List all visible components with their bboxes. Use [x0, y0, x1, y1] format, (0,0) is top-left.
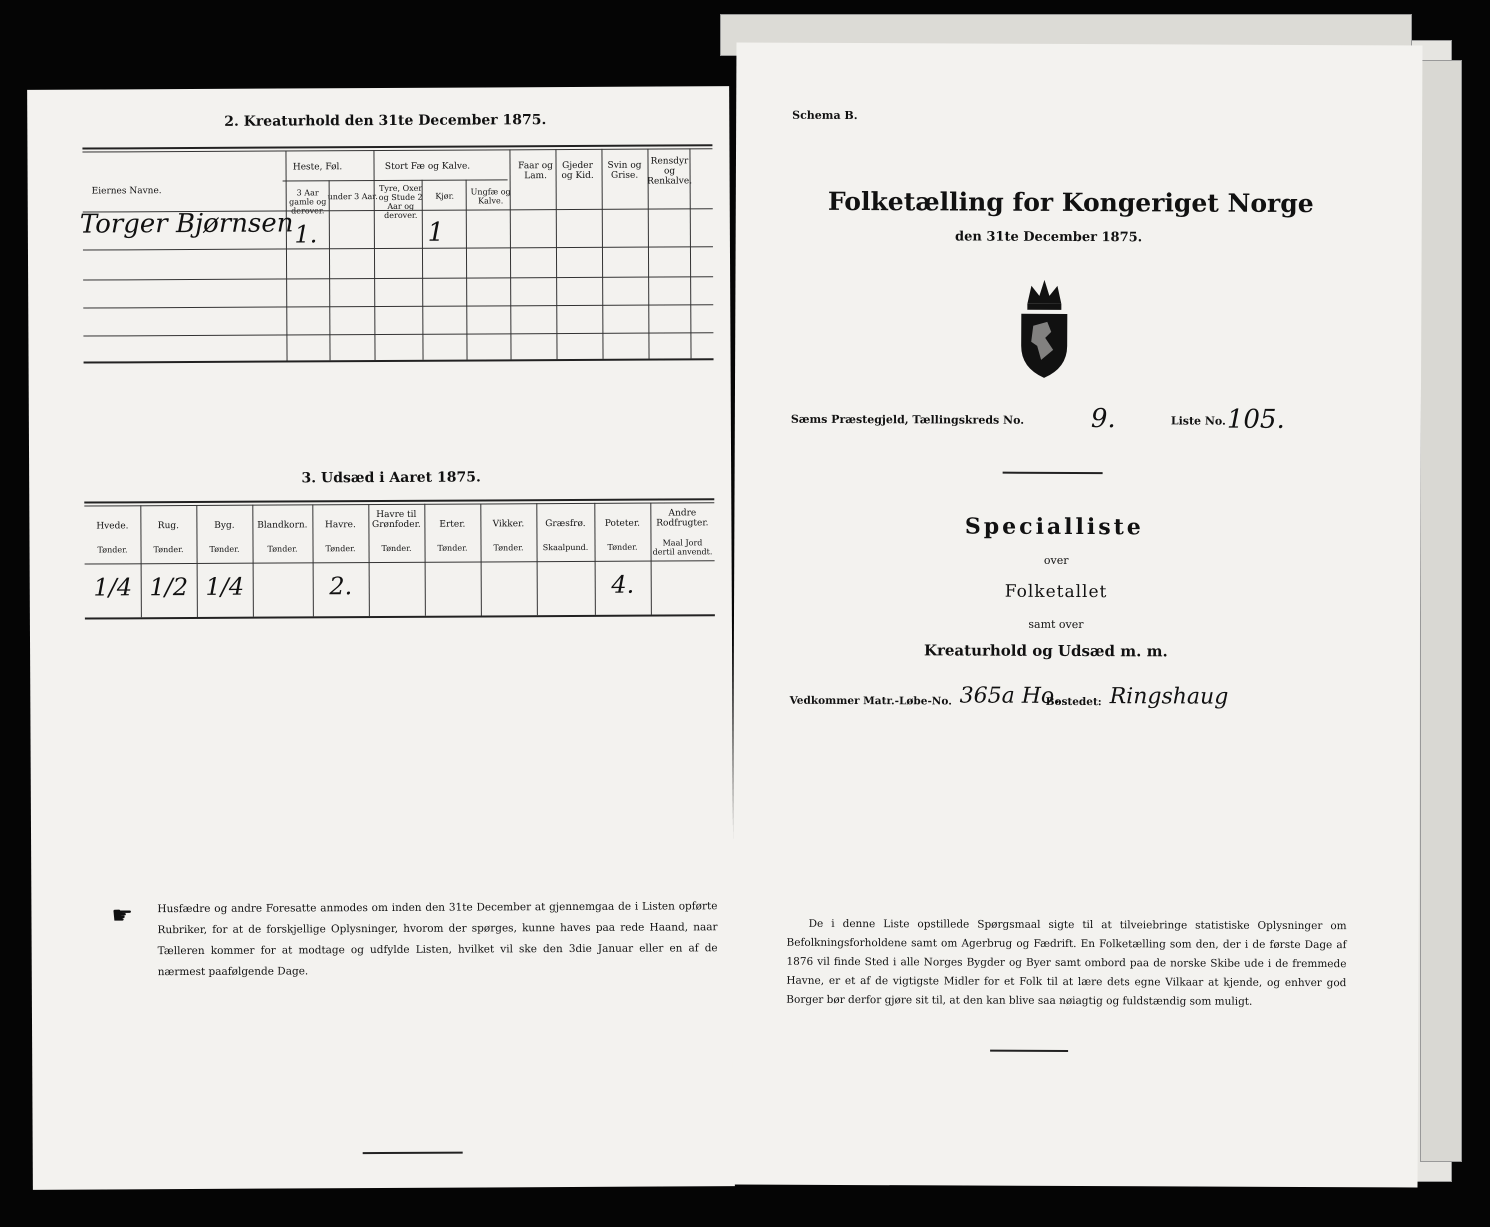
main-subtitle: den 31te December 1875. [955, 229, 1143, 246]
udsaed-col-unit: Tønder. [493, 543, 524, 553]
kjor-value: 1 [427, 217, 445, 248]
samt-over-text: samt over [1028, 617, 1084, 632]
udsaed-col-name: Byg. [214, 520, 235, 531]
udsaed-col-unit: Tønder. [209, 544, 240, 554]
main-title: Folketælling for Kongeriget Norge [827, 186, 1314, 219]
udsaed-col-name: Hvede. [96, 521, 129, 532]
udsaed-col-unit: Skaalpund. [542, 542, 589, 553]
svin-header: Svin og Grise. [607, 160, 642, 181]
udsaed-value: 1/4 [93, 573, 133, 602]
udsaed-col-name: Havre. [324, 520, 356, 531]
sub-heste-young: under 3 Aar. [327, 192, 378, 202]
udsaed-col-unit: Maal Jord dertil anvendt. [652, 538, 713, 557]
owner-name: Torger Bjørnsen [79, 208, 294, 240]
udsaed-col-unit: Tønder. [267, 544, 298, 554]
bosted-label: Bostedet: [1045, 695, 1102, 709]
udsaed-col-name: Græsfrø. [545, 518, 586, 530]
udsaed-col-name: Blandkorn. [257, 520, 308, 531]
sub-heste-old: 3 Aar gamle og derover. [289, 188, 327, 216]
udsaed-col-name: Andre Rodfrugter. [656, 508, 709, 529]
bosted-value: Ringshaug [1109, 684, 1229, 710]
udsaed-col-name: Erter. [439, 519, 466, 530]
pointing-hand-icon: ☛ [111, 901, 134, 930]
udsaed-table [84, 498, 715, 621]
owner-header: Eiernes Navne. [91, 186, 162, 197]
page-stack-edge [1420, 60, 1462, 1162]
fae-header: Stort Fæ og Kalve. [384, 161, 471, 172]
udsaed-col-name: Havre til Grønfoder. [372, 509, 421, 531]
udsaed-col-unit: Tønder. [153, 545, 184, 555]
udsaed-col-unit: Tønder. [97, 545, 128, 555]
section3-title: 3. Udsæd i Aaret 1875. [301, 469, 481, 487]
sub-ungfae: Ungfæ og Kalve. [470, 187, 511, 206]
udsaed-col-name: Vikker. [492, 519, 525, 530]
udsaed-col-unit: Tønder. [325, 544, 356, 554]
specialliste-title: Specialliste [964, 513, 1144, 541]
heste-header: Heste, Føl. [292, 162, 343, 173]
kreaturhold-title: Kreaturhold og Udsæd m. m. [923, 641, 1168, 661]
udsaed-value: 1/2 [149, 573, 189, 602]
udsaed-col-unit: Tønder. [381, 543, 412, 553]
notice-text: Husfædre og andre Foresatte anmodes om inden den 31te December at gjennemgaa de i Listen opførte Rubriker, for at de forskjellige Oplysninger, hvorom der spørges, kunne haves paa rede Haand, naar Tælleren kommer for at modtage og udfylde Listen, hvilket vil ske den 3die Januar eller en af de nærmest paafølgende Dage. [157, 900, 718, 979]
folketallet-text: Folketallet [1004, 581, 1108, 603]
liste-label: Liste No. [1170, 414, 1226, 428]
udsaed-value: 2. [329, 572, 353, 601]
footer-text: De i denne Liste opstillede Spørgsmaal sigte til at tilveiebringe statistiske Oplysninger om Befolkningsforholdene samt om Agerbrug og Fædrift. En Folketælling som den, der i de første Dage af 1876 vil finde Sted i alle Norges Bygder og Byer samt ombord paa de norske Skibe ude i de fremmede Havne, er et af de vigtigste Midler for et Folk til at lære dets egne Vilkaar at kjende, og enhver god Borger bør derfor gjøre sit til, at den kan blive saa nøiagtig og fuldstændig som muligt. [786, 917, 1347, 1008]
faar-header: Faar og Lam. [518, 161, 553, 182]
section2-title: 2. Kreaturhold den 31te December 1875. [224, 112, 547, 130]
udsaed-col-unit: Tønder. [437, 543, 468, 553]
parish-label: Sæms Præstegjeld, Tællingskreds No. [790, 412, 1025, 427]
liste-number: 105. [1226, 404, 1285, 435]
matr-label: Vedkommer Matr.-Løbe-No. [789, 694, 952, 708]
matr-value: 365a Ho. [959, 683, 1061, 709]
udsaed-col-unit: Tønder. [607, 542, 638, 552]
heste-old-value: 1. [294, 220, 318, 249]
sub-tyre: Tyre, Oxer og Stude 2 Aar og derover. [378, 183, 423, 220]
udsaed-value: 4. [611, 570, 635, 599]
udsaed-col-name: Poteter. [604, 518, 641, 529]
norway-coat-of-arms-icon [1017, 276, 1071, 380]
rensdyr-header: Rensdyr og Renkalve. [647, 156, 693, 187]
over-text-1: over [1043, 553, 1069, 567]
schema-label: Schema B. [792, 108, 858, 123]
left-page [27, 86, 735, 1190]
parish-number: 9. [1090, 404, 1116, 435]
udsaed-value: 1/4 [205, 572, 245, 601]
gjeder-header: Gjeder og Kid. [561, 160, 594, 182]
udsaed-col-name: Rug. [157, 521, 180, 532]
sub-kjor: Kjør. [435, 191, 455, 201]
right-page [732, 43, 1423, 1188]
